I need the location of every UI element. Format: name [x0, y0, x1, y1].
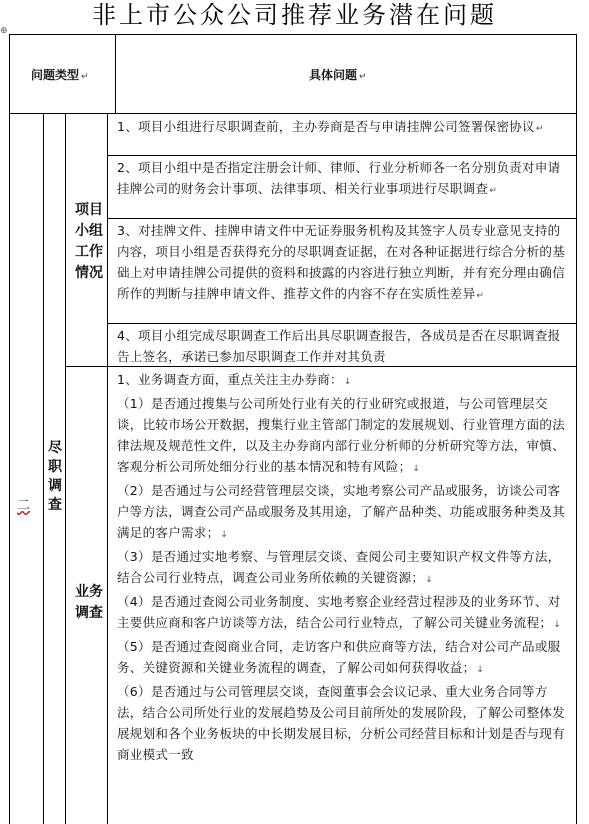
cell-end-mark-icon: ↵	[535, 124, 544, 134]
table-border	[9, 113, 577, 114]
item-text: 1、业务调查方面，重点关注主办券商：	[117, 372, 343, 387]
header-issue-type	[31, 66, 89, 83]
list-item	[117, 480, 567, 546]
page-title: 非上市公众公司推荐业务潜在问题	[92, 1, 497, 29]
item-text: （6）是否通过与公司管理层交谈，查阅董事会会议记录、重大业务合同等方法，结合公司所处行业的发展趋势及公司目前所处的发展阶段，了解公司整体发展规划和各个业务板块的中长期发展目标，分析公司经营目标和计划是否与现有商业模式一致	[117, 684, 566, 762]
list-item	[117, 325, 567, 367]
list-item	[117, 393, 567, 480]
line-break-icon: ↓	[553, 620, 562, 630]
table-move-handle-icon[interactable]: ⊕	[0, 26, 8, 36]
list-item	[117, 369, 567, 393]
line-break-icon: ↓	[343, 377, 352, 387]
row-divider	[107, 218, 577, 219]
table-border	[9, 34, 577, 35]
item-text: （3）是否通过实地考察、与管理层交谈、查阅公司主要知识产权文件等方法，结合公司行业特点，调查公司业务所依赖的关键资源；	[117, 549, 561, 585]
line-break-icon: ↓	[220, 530, 229, 540]
table-border	[9, 34, 10, 824]
line-break-icon: ↓	[412, 464, 421, 474]
item-text: （5）是否通过查阅商业合同，走访客户和供应商等方法，结合对公司产品或服务、关键资源和关键业务流程的调查，了解公司如何获得收益；	[117, 639, 561, 675]
line-break-icon: ↓	[476, 665, 485, 675]
table-border	[576, 34, 577, 824]
section-label: 尽职调查	[48, 440, 62, 513]
group-label-project-team: 项目小组工作情况	[75, 202, 103, 281]
item-text: 3、对挂牌文件、挂牌申请文件中无证券服务机构及其签字人员专业意见支持的内容，项目小组是否获得充分的尽职调查证据，在对各种证据进行综合分析的基础上对申请挂牌公司提供的资料和披露的内容进行独立判断，并有充分理由确信所作的判断与挂牌申请文件、推荐文件的内容不存在实质性差异	[117, 223, 566, 301]
line-break-icon: ↓	[425, 575, 434, 585]
group-label-business-survey: 业务调查	[75, 584, 103, 621]
table-border	[115, 34, 116, 114]
section-number: 二	[17, 498, 31, 513]
item-text: （1）是否通过搜集与公司所处行业有关的行业研究或报道，与公司管理层交谈，比较市场公开数据，搜集行业主管部门制定的发展规划、行业管理方面的法律法规及规范性文件，以及主办券商内部行业分析师的分析研究等方法，审慎、客观分析公司所处细分行业的基本情况和特有风险；	[117, 396, 566, 474]
list-item	[117, 681, 567, 765]
col-divider	[43, 114, 44, 824]
list-item	[117, 546, 567, 591]
row-divider	[107, 155, 577, 156]
cell-end-mark-icon: ↵	[476, 291, 485, 301]
cell-end-mark-icon: ↵	[489, 186, 498, 196]
header-details	[309, 66, 367, 83]
list-item	[117, 157, 567, 202]
item-text: （2）是否通过与公司经营管理层交谈，实地考察公司产品或服务，访谈公司客户等方法，调查公司产品或服务及其用途，了解产品种类、功能或服务种类及其满足的客户需求；	[117, 483, 566, 540]
item-text: （4）是否通过查阅公司业务制度、实地考察企业经营过程涉及的业务环节、对主要供应商和客户访谈等方法，结合公司行业特点，了解公司关键业务流程；	[117, 594, 561, 630]
list-item	[117, 591, 567, 636]
list-item	[117, 220, 567, 307]
list-item	[117, 116, 567, 140]
list-item	[117, 636, 567, 681]
business-survey-text	[117, 369, 567, 765]
item-text: 1、项目小组进行尽职调查前，主办券商是否与申请挂牌公司签署保密协议	[117, 119, 535, 134]
header-details-label: 具体问题	[309, 68, 358, 82]
row-divider	[107, 323, 577, 324]
col-divider	[65, 114, 66, 824]
item-text: 4、项目小组完成尽职调查工作后出具尽职调查报告，各成员是否在尽职调查报告上签名，承诺已参加尽职调查工作并对其负责	[117, 328, 561, 364]
issues-table	[9, 34, 577, 824]
cell-end-mark-icon: ↵	[81, 72, 89, 82]
cell-end-mark-icon: ↵	[359, 72, 367, 82]
item-text: 2、项目小组中是否指定注册会计师、律师、行业分析师各一名分别负责对申请挂牌公司的财务会计事项、法律事项、相关行业事项进行尽职调查	[117, 160, 561, 196]
header-issue-type-label: 问题类型	[31, 68, 80, 82]
